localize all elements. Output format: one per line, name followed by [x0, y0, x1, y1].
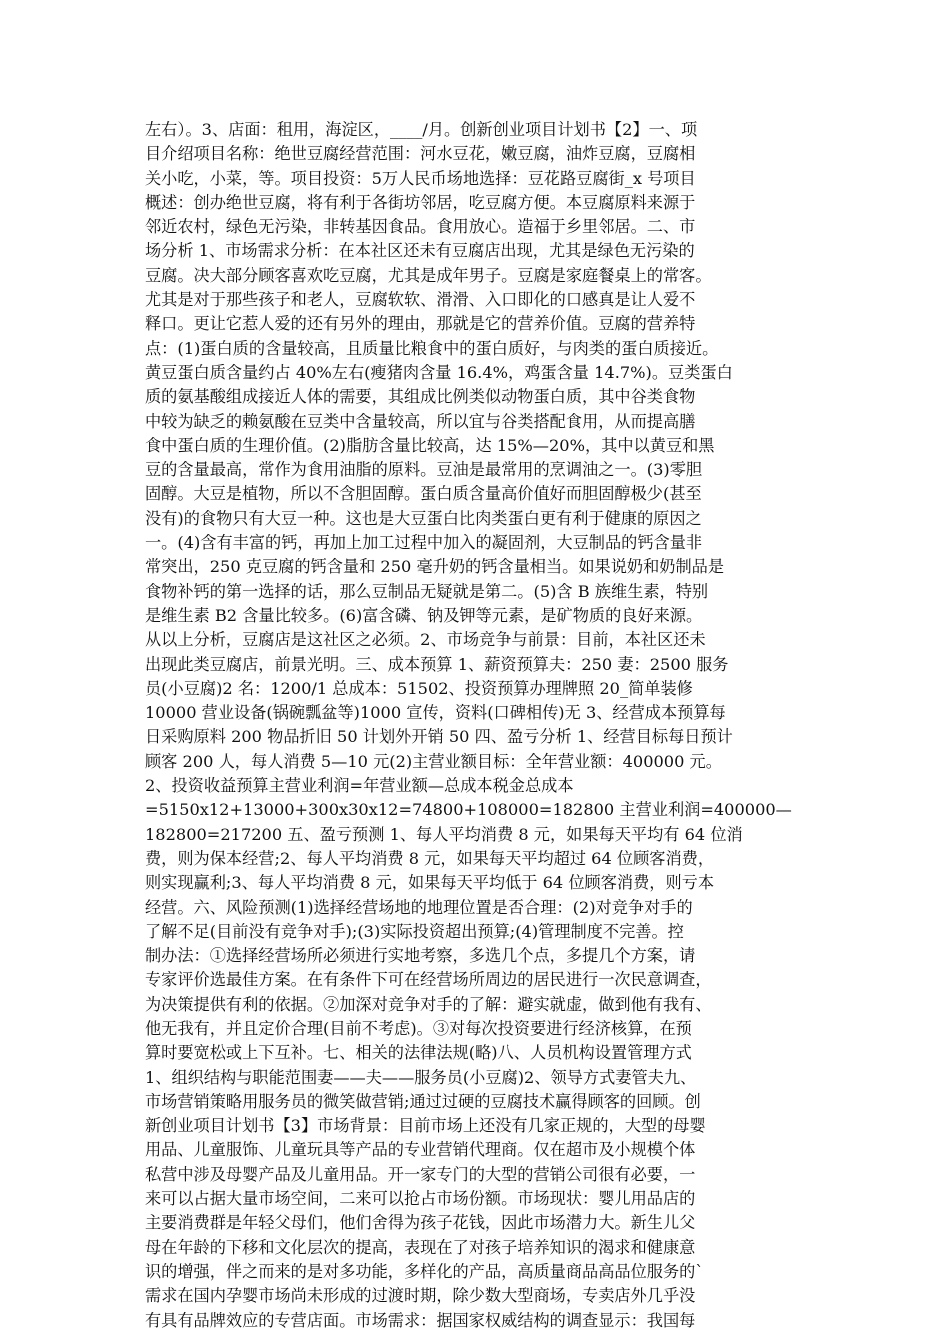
text-line: 母在年龄的下移和文化层次的提高，表现在了对孩子培养知识的渴求和健康意	[145, 1237, 696, 1257]
text-line: 制办法：①选择经营场所必须进行实地考察，多选几个点，多提几个方案，请	[145, 946, 696, 966]
text-line: 识的增强，伴之而来的是对多功能，多样化的产品，高质量商品高品位服务的`	[145, 1261, 704, 1281]
text-line: 2、投资收益预算主营业利润=年营业额—总成本税金总成本	[145, 776, 574, 796]
text-line: 需求在国内孕婴市场尚未形成的过渡时期，除少数大型商场，专卖店外几乎没	[145, 1286, 696, 1306]
text-line: 从以上分析，豆腐店是这社区之必须。2、市场竞争与前景：目前，本社区还未	[145, 630, 706, 650]
text-line: 豆腐。决大部分顾客喜欢吃豆腐，尤其是成年男子。豆腐是家庭餐桌上的常客。	[145, 265, 712, 285]
text-line: 182800=217200 五、盈亏预测 1、每人平均消费 8 元，如果每天平均有 64 位消	[145, 824, 743, 844]
text-line: 质的氨基酸组成接近人体的需要，其组成比例类似动物蛋白质，其中谷类食物	[145, 387, 696, 407]
text-line: 食物补钙的第一选择的话，那么豆制品无疑就是第二。(5)含 B 族维生素，特别	[145, 581, 709, 601]
text-line: 中较为缺乏的赖氨酸在豆类中含量较高，所以宜与谷类搭配食用，从而提高膳	[145, 411, 696, 431]
text-line: 没有)的食物只有大豆一种。这也是大豆蛋白比肉类蛋白更有利于健康的原因之	[145, 508, 702, 528]
text-line: 固醇。大豆是植物，所以不含胆固醇。蛋白质含量高价值好而胆固醇极少(甚至	[145, 484, 702, 504]
text-line: 有具有品牌效应的专营店面。市场需求：据国家权威结构的调查显示：我国每	[145, 1310, 696, 1330]
text-line: 来可以占据大量市场空间，二来可以抢占市场份额。市场现状：婴儿用品店的	[145, 1189, 696, 1209]
text-line: 为决策提供有利的依据。②加深对竞争对手的了解：避实就虚，做到他有我有、	[145, 994, 712, 1014]
text-line: =5150x12+13000+300x30x12=74800+108000=182800 主营业利润=400000—	[145, 800, 792, 820]
text-line: 专家评价选最佳方案。在有条件下可在经营场所周边的居民进行一次民意调查，	[145, 970, 712, 990]
text-line: 黄豆蛋白质含量约占 40%左右(瘦猪肉含量 16.4%，鸡蛋含量 14.7%)。豆类蛋白	[145, 362, 733, 382]
text-line: 常突出，250 克豆腐的钙含量和 250 毫升奶的钙含量相当。如果说奶和奶制品是	[145, 557, 725, 577]
text-line: 则实现赢利;3、每人平均消费 8 元，如果每天平均低于 64 位顾客消费，则亏本	[145, 873, 715, 893]
text-line: 一。(4)含有丰富的钙，再加上加工过程中加入的凝固剂，大豆制品的钙含量非	[145, 533, 703, 553]
text-line: 是维生素 B2 含量比较多。(6)富含磷、钠及钾等元素，是矿物质的良好来源。	[145, 605, 703, 625]
text-line: 尤其是对于那些孩子和老人，豆腐软软、滑滑、入口即化的口感真是让人爱不	[145, 290, 696, 310]
text-line: 经营。六、风险预测(1)选择经营场地的地理位置是否合理：(2)对竞争对手的	[145, 897, 693, 917]
text-line: 市场营销策略用服务员的微笑做营销;通过过硬的豆腐技术赢得顾客的回顾。创	[145, 1091, 701, 1111]
text-line: 释口。更让它惹人爱的还有另外的理由，那就是它的营养价值。豆腐的营养特	[145, 314, 696, 334]
text-line: 豆的含量最高，常作为食用油脂的原料。豆油是最常用的烹调油之一。(3)零胆	[145, 460, 703, 480]
text-line: 目介绍项目名称：绝世豆腐经营范围：河水豆花，嫩豆腐，油炸豆腐，豆腐相	[145, 144, 696, 164]
text-line: 食中蛋白质的生理价值。(2)脂肪含量比较高，达 15%—20%，其中以黄豆和黑	[145, 435, 715, 455]
text-line: 员(小豆腐)2 名：1200/1 总成本：51502、投资预算办理牌照 20_简单装修	[145, 678, 693, 698]
text-line: 1、组织结构与职能范围妻——夫——服务员(小豆腐)2、领导方式妻管夫九、	[145, 1067, 697, 1087]
text-line: 点：(1)蛋白质的含量较高，且质量比粮食中的蛋白质好，与肉类的蛋白质接近。	[145, 338, 719, 358]
text-line: 私营中涉及母婴产品及儿童用品。开一家专门的大型的营销公司很有必要，一	[145, 1164, 696, 1184]
text-line: 左右）。3、店面：租用，海淀区，____/月。创新创业项目计划书【2】一、项	[145, 120, 698, 139]
text-line: 出现此类豆腐店，前景光明。三、成本预算 1、薪资预算夫：250 妻：2500 服务	[145, 654, 729, 674]
body-text	[145, 118, 815, 1333]
text-line: 了解不足(目前没有竞争对手);(3)实际投资超出预算;(4)管理制度不完善。控	[145, 921, 684, 941]
text-line: 他无我有，并且定价合理(目前不考虑)。③对每次投资要进行经济核算，在预	[145, 1018, 692, 1038]
text-line: 关小吃，小菜，等。项目投资：5万人民币场地选择：豆花路豆腐街_x 号项目	[145, 168, 696, 188]
text-line: 日采购原料 200 物品折旧 50 计划外开销 50 四、盈亏分析 1、经营目标每日预计	[145, 727, 733, 747]
text-line: 用品、儿童服饰、儿童玩具等产品的专业营销代理商。仅在超市及小规模个体	[145, 1140, 696, 1160]
text-line: 场分析 1、市场需求分析：在本社区还未有豆腐店出现，尤其是绿色无污染的	[145, 241, 695, 261]
text-line: 顾客 200 人，每人消费 5—10 元(2)主营业额目标：全年营业额：400000 元。	[145, 751, 722, 771]
text-line: 费，则为保本经营;2、每人平均消费 8 元，如果每天平均超过 64 位顾客消费，	[145, 848, 715, 868]
text-line: 主要消费群是年轻父母们，他们舍得为孩子花钱，因此市场潜力大。新生儿父	[145, 1213, 696, 1233]
text-line: 10000 营业设备(锅碗瓢盆等)1000 宣传，资料(口碑相传)无 3、经营成本预算每	[145, 703, 726, 723]
text-line: 概述：创办绝世豆腐，将有利于各街坊邻居，吃豆腐方便。本豆腐原料来源于	[145, 192, 696, 212]
text-line: 新创业项目计划书【3】市场背景：目前市场上还没有几家正规的，大型的母婴	[145, 1116, 706, 1136]
text-line: 邻近农村，绿色无污染，非转基因食品。食用放心。造福于乡里邻居。二、市	[145, 217, 696, 237]
text-line: 算时要宽松或上下互补。七、相关的法律法规(略)八、人员机构设置管理方式	[145, 1043, 692, 1063]
